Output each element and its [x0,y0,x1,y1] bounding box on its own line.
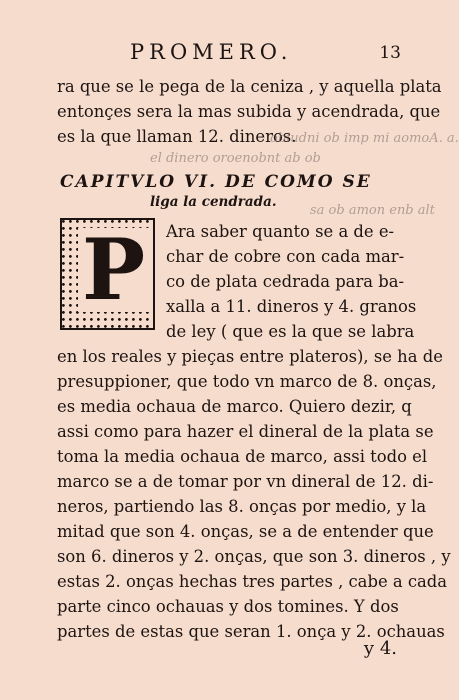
text-line: parte cinco ochauas y dos tomines. Y dos [57,597,399,616]
page-header [0,40,435,70]
text-line: char de cobre con cada mar- [166,247,405,266]
text-line: es la que llaman 12. dineros. [57,127,297,146]
ornamental-initial-P-icon [60,218,155,330]
text-line: toma la media ochaua de marco, assi todo el [57,447,428,466]
text-line: Ara saber quanto se a de e- [166,222,395,241]
text-line: partes de estas que seran 1. onça y 2. ochauas [57,622,445,641]
catchword: y 4. [363,638,397,659]
text-line: assi como para hazer el dineral de la plata se [57,422,434,441]
running-head: PROMERO. [130,40,293,64]
text-line: entonçes sera la mas subida y acendrada, que [57,102,441,121]
text-line: presuppioner, que todo vn marco de 8. onças, [57,372,437,391]
text-line: en los reales y pieças entre plateros), se ha de [57,347,443,366]
text-line: es media ochaua de marco. Quiero dezir, q [57,397,412,416]
page-number: 13 [379,43,401,63]
show-through-text: el dinero oroenobnt ab ob [150,151,321,166]
text-line: de ley ( que es la que se labra [166,322,415,341]
text-line: mitad que son 4. onças, se a de entender que [57,522,434,541]
show-through-text: sa ob amon enb alt [310,203,435,218]
text-line: estas 2. onças hechas tres partes , cabe a cada [57,572,448,591]
text-line: marco se a de tomar por vn dineral de 12. di- [57,472,434,491]
text-line: xalla a 11. dineros y 4. granos [166,297,417,316]
chapter-subheading: liga la cendrada. [150,194,277,210]
dropcap-letter: P [78,228,149,312]
chapter-heading: CAPITVLO VI. DE COMO SE [60,172,372,192]
text-line: ra que se le pega de la ceniza , y aquella plata [57,77,442,96]
text-line: co de plata cedrada para ba- [166,272,405,291]
show-through-text: obiudni ob imp mi aomoA. a. [270,131,459,146]
text-line: neros, partiendo las 8. onças por medio, y la [57,497,427,516]
text-line: son 6. dineros y 2. onças, que son 3. dineros , y [57,547,451,566]
